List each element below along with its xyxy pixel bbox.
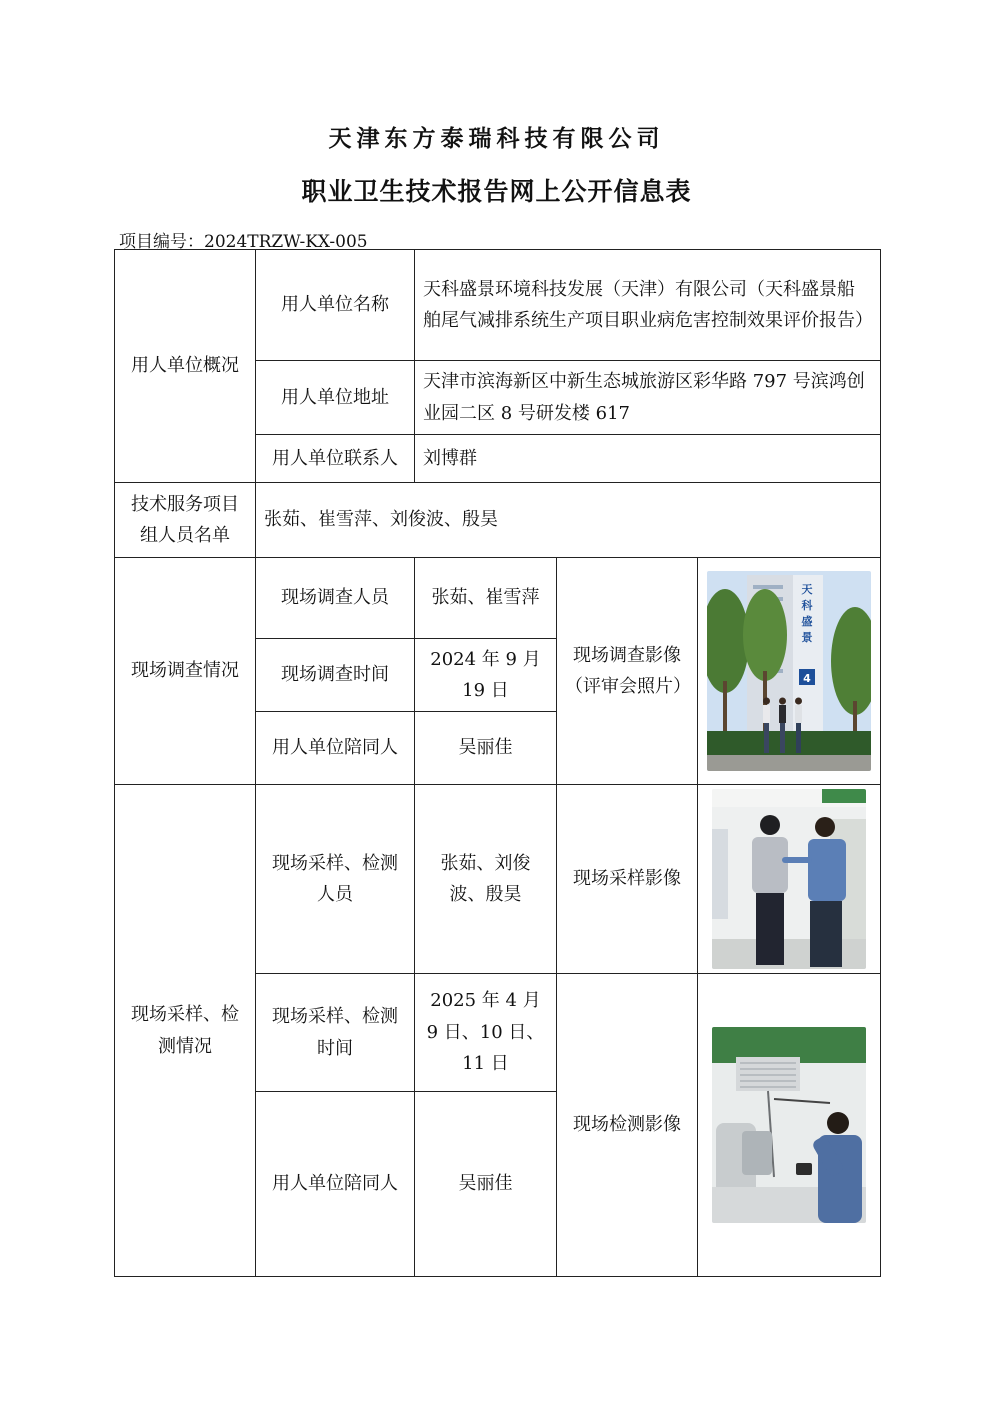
team-label: 技术服务项目组人员名单: [115, 483, 256, 558]
employer-contact-label: 用人单位联系人: [256, 435, 415, 483]
employer-address-label: 用人单位地址: [256, 361, 415, 435]
sampling-section-label: 现场采样、检测情况: [115, 785, 256, 1277]
table-row: [115, 250, 881, 361]
employer-address-value: 天津市滨海新区中新生态城旅游区彩华路 797 号滨鸿创业园二区 8 号研发楼 617: [415, 361, 881, 435]
table-row: [115, 558, 881, 639]
employer-name-label: 用人单位名称: [256, 250, 415, 361]
table-row: [115, 483, 881, 558]
company-name: 天津东方泰瑞科技有限公司: [328, 125, 665, 152]
project-number-value: 2024TRZW-KX-005: [204, 232, 368, 252]
employer-section-label: 用人单位概况: [115, 250, 256, 483]
sampling-escort-label: 用人单位陪同人: [256, 1092, 415, 1277]
employer-name-value: 天科盛景环境科技发展（天津）有限公司（天科盛景船舶尾气减排系统生产项目职业病危害控制效果评价报告）: [415, 250, 881, 361]
photo-building-number: 4: [803, 672, 811, 685]
detection-photo-image: [712, 1027, 866, 1223]
project-number-label: 项目编号：: [119, 232, 204, 252]
sampling-time-label: 现场采样、检测时间: [256, 974, 415, 1092]
sampling-photo-image: [712, 789, 866, 969]
detection-image-label: 现场检测影像: [557, 974, 698, 1277]
sampling-photo: [712, 789, 866, 969]
info-table: [114, 249, 881, 1277]
sampling-time-value: 2025 年 4 月 9 日、10 日、11 日: [415, 974, 557, 1092]
survey-image-label: 现场调查影像（评审会照片）: [557, 558, 698, 785]
survey-time-label: 现场调查时间: [256, 639, 415, 712]
sampling-image-label: 现场采样影像: [557, 785, 698, 974]
photo-sign-char-2: 科: [801, 599, 813, 612]
document-title: 职业卫生技术报告网上公开信息表: [301, 177, 692, 206]
detection-photo: [712, 1027, 866, 1223]
survey-photo-cell: [698, 558, 881, 785]
sampling-staff-label: 现场采样、检测人员: [256, 785, 415, 974]
table-row: [115, 785, 881, 974]
sampling-photo-cell: [698, 785, 881, 974]
survey-staff-label: 现场调查人员: [256, 558, 415, 639]
photo-sign-char-4: 景: [801, 631, 813, 644]
survey-escort-label: 用人单位陪同人: [256, 712, 415, 785]
survey-section-label: 现场调查情况: [115, 558, 256, 785]
sampling-escort-value: 吴丽佳: [415, 1092, 557, 1277]
team-value: 张茹、崔雪萍、刘俊波、殷昊: [256, 483, 881, 558]
survey-photo: [707, 571, 871, 771]
sampling-staff-value: 张茹、刘俊波、殷昊: [415, 785, 557, 974]
photo-sign-char-3: 盛: [801, 615, 813, 628]
building-photo-image: [707, 571, 871, 771]
survey-time-value: 2024 年 9 月 19 日: [415, 639, 557, 712]
photo-sign-char-1: 天: [801, 583, 813, 596]
employer-contact-value: 刘博群: [415, 435, 881, 483]
detection-photo-cell: [698, 974, 881, 1277]
survey-escort-value: 吴丽佳: [415, 712, 557, 785]
survey-staff-value: 张茹、崔雪萍: [415, 558, 557, 639]
